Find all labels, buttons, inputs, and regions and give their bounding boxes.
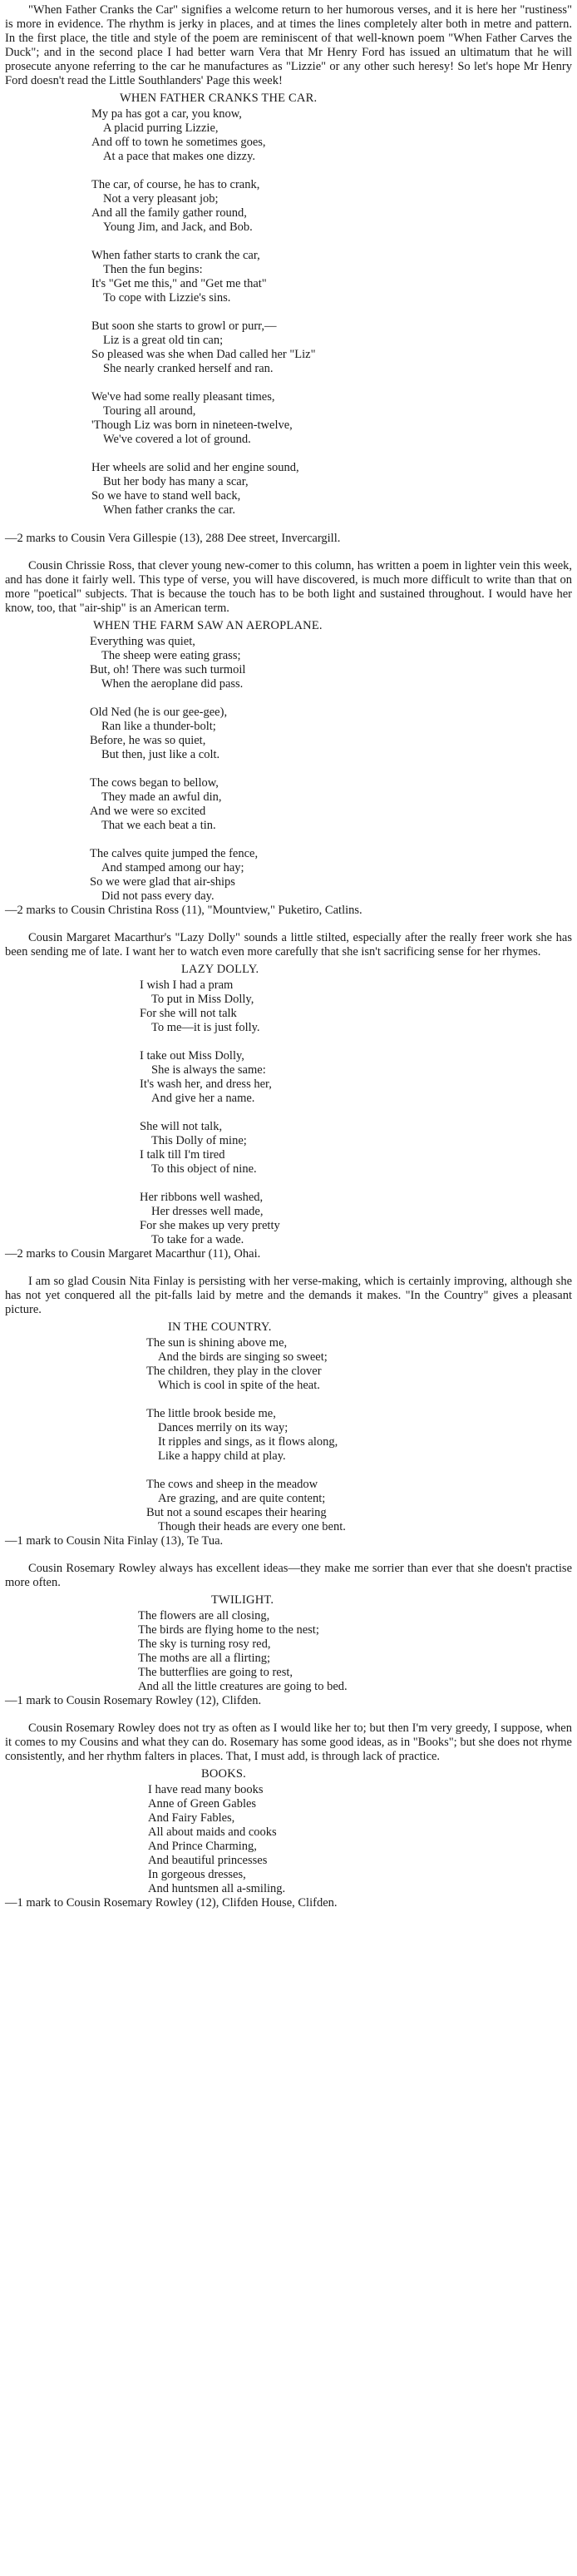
poem-line: But not a sound escapes their hearing [146,1506,327,1519]
poem-line: Then the fun begins: [103,263,203,276]
poem-line: And beautiful princesses [148,1854,268,1867]
poem-line: The sheep were eating grass; [101,649,241,662]
stanza [91,107,572,164]
editor-comment: Cousin Chrissie Ross, that clever young new-comer to this column, has written a poem in lighter vein this week, and has done it fairly well. This type of verse, you will have discovered, is much more difficult to write than that on more "poetical" subjects. That is because the touch has to be both light and sustained throughout. I would have her know, too, that "air-ship" is an American term. [5,559,572,615]
poem-line: To me—it is just folly. [151,1021,260,1034]
poem-line: Did not pass every day. [101,889,215,903]
stanza [91,390,572,447]
poem-line: Like a happy child at play. [158,1449,286,1463]
poem-line: When father starts to crank the car, [91,249,260,262]
poem-title: WHEN FATHER CRANKS THE CAR. [120,92,318,105]
poem-line: I talk till I'm tired [140,1148,225,1162]
poem-line: For she makes up very pretty [140,1219,280,1232]
poem-line: My pa has got a car, you know, [91,107,242,121]
editor-comment: I am so glad Cousin Nita Finlay is persisting with her verse-making, which is certainly improving, although she has not yet conquered all the pit-falls laid by metre and the demands it makes. "In the Country" gives a pleasant picture. [5,1275,572,1316]
poem-line: All about maids and cooks [148,1825,277,1839]
stanza [146,1336,572,1393]
poem-line: Her ribbons well washed, [140,1191,264,1204]
poem-line: But, oh! There was such turmoil [90,663,246,676]
poem-review-section [5,1562,572,1708]
poem-line: This Dolly of mine; [151,1134,247,1147]
marks-award: —2 marks to Cousin Vera Gillespie (13), 288 Dee street, Invercargill. [5,532,341,545]
poem-body [5,1336,572,1534]
poem-line: And huntsmen all a-smiling. [148,1882,286,1895]
poem-line: Dances merrily on its way; [158,1421,288,1434]
poem-line: The cows and sheep in the meadow [146,1478,318,1491]
stanza [91,249,572,305]
poem-line: Liz is a great old tin can; [103,334,224,347]
poem-line: And all the family gather round, [91,206,247,220]
poem-line: But soon she starts to growl or purr,— [91,320,277,333]
poem-line: To take for a wade. [151,1233,244,1246]
poem-line: To this object of nine. [151,1162,257,1176]
poem-line: We've covered a lot of ground. [103,433,251,446]
poem-line: It's "Get me this," and "Get me that" [91,277,267,290]
stanza [91,320,572,376]
poem-line: Touring all around, [103,404,196,418]
poem-line: In gorgeous dresses, [148,1868,246,1881]
poem-line: The little brook beside me, [146,1407,276,1420]
poem-review-section [5,559,572,918]
poem-line: And give her a name. [151,1092,255,1105]
poem-line: The moths are all a flirting; [138,1652,271,1665]
poem-line: The children, they play in the clover [146,1365,322,1378]
stanza [146,1478,572,1534]
poem-title: TWILIGHT. [211,1593,274,1607]
marks-award: —2 marks to Cousin Margaret Macarthur (11), Ohai. [5,1247,261,1261]
poem-line: When father cranks the car. [103,503,236,517]
poem-line: So we were glad that air-ships [90,875,235,889]
poem-title: WHEN THE FARM SAW AN AEROPLANE. [93,619,323,632]
marks-award: —1 mark to Cousin Rosemary Rowley (12), Clifden. [5,1694,262,1707]
poem-line: Old Ned (he is our gee-gee), [90,706,228,719]
stanza [138,1609,572,1694]
poem-title: BOOKS. [201,1767,246,1781]
stanza [90,635,572,691]
stanza [140,1049,572,1106]
poem-line: The sun is shining above me, [146,1336,288,1350]
poem-line: Young Jim, and Jack, and Bob. [103,220,253,234]
poem-line: But then, just like a colt. [101,748,220,761]
poem-line: I wish I had a pram [140,978,234,992]
poem-line: And off to town he sometimes goes, [91,136,266,149]
poem-line: That we each beat a tin. [101,819,216,832]
poem-line: And we were so excited [90,805,206,818]
poem-line: At a pace that makes one dizzy. [103,150,256,163]
poem-line: For she will not talk [140,1007,237,1020]
poem-line: Before, he was so quiet, [90,734,206,747]
poem-body [5,1783,572,1896]
poem-body [5,635,572,904]
poem-body [5,107,572,518]
stanza [140,1120,572,1177]
poem-line: The butterflies are going to rest, [138,1666,293,1679]
poem-line: So we have to stand well back, [91,489,241,503]
poem-line: And Prince Charming, [148,1840,257,1853]
stanza [90,776,572,833]
poem-line: The sky is turning rosy red, [138,1637,271,1651]
stanza [146,1407,572,1464]
poem-line: And stamped among our hay; [101,861,244,874]
poem-line: To put in Miss Dolly, [151,993,254,1006]
poem-line: Are grazing, and are quite content; [158,1492,326,1505]
marks-award: —2 marks to Cousin Christina Ross (11), "Mountview," Puketiro, Catlins. [5,904,362,917]
poem-line: The cows began to bellow, [90,776,219,790]
poem-line: Her wheels are solid and her engine sound, [91,461,299,474]
poem-line: They made an awful din, [101,790,222,804]
poem-line: And all the little creatures are going to bed. [138,1680,348,1693]
poem-title: LAZY DOLLY. [181,963,259,976]
poem-line: But her body has many a scar, [103,475,249,488]
stanza [90,847,572,904]
poem-title: IN THE COUNTRY. [168,1320,272,1334]
poem-review-section [5,1275,572,1548]
stanza [90,706,572,762]
poem-review-section [5,1721,572,1910]
poem-body [5,978,572,1247]
poem-line: She nearly cranked herself and ran. [103,362,274,375]
poem-line: She is always the same: [151,1063,266,1077]
poem-line: I take out Miss Dolly, [140,1049,244,1063]
stanza [91,461,572,518]
editor-comment: Cousin Rosemary Rowley always has excellent ideas—they make me sorrier than ever that she doesn't practise more often. [5,1562,572,1589]
editor-comment: Cousin Rosemary Rowley does not try as often as I would like her to; but then I'm very greedy, I suppose, when it comes to my Cousins and what they can do. Rosemary has some good ideas, as in "Books"; but she does not rhyme consistently, and her rhythm falters in places. That, I must add, is through lack of practice. [5,1721,572,1763]
editor-comment: "When Father Cranks the Car" signifies a welcome return to her humorous verses, and it is here her "rustiness" is more in evidence. The rhythm is jerky in places, and at times the lines completely alter both in metre and pattern. In the first place, the title and style of the poem are reminiscent of that well-known poem "When Father Carves the Duck"; and in the second place I had better warn Vera that Mr Henry Ford has issued an ultimatum that he will prosecute anyone referring to the car he manufactures as "Lizzie" or any other such heresy! So let's hope Mr Henry Ford doesn't read the Little Southlanders' Page this week! [5,3,572,87]
poem-line: Ran like a thunder-bolt; [101,720,216,733]
poem-line: The calves quite jumped the fence, [90,847,259,860]
poem-line: When the aeroplane did pass. [101,677,244,691]
poem-line: Though their heads are every one bent. [158,1520,346,1533]
poem-line: To cope with Lizzie's sins. [103,291,231,305]
stanza [91,178,572,235]
editor-comment: Cousin Margaret Macarthur's "Lazy Dolly" sounds a little stilted, especially after the really freer work she has been sending me of late. I want her to watch even more carefully that she isn't sacrificing sense for her rhymes. [5,931,572,959]
poem-review-section [5,931,572,1261]
poem-review-section [5,3,572,546]
stanza [140,978,572,1035]
poem-line: The flowers are all closing, [138,1609,270,1622]
poem-line: She will not talk, [140,1120,223,1133]
stanza [148,1783,572,1896]
poem-line: Everything was quiet, [90,635,195,648]
poem-line: I have read many books [148,1783,264,1796]
poem-line: So pleased was she when Dad called her "Liz" [91,348,316,361]
poem-line: We've had some really pleasant times, [91,390,275,404]
poem-line: Not a very pleasant job; [103,192,219,206]
poem-line: Anne of Green Gables [148,1797,257,1811]
marks-award: —1 mark to Cousin Rosemary Rowley (12), Clifden House, Clifden. [5,1896,338,1910]
poem-line: 'Though Liz was born in nineteen-twelve, [91,419,293,432]
poem-line: It ripples and sings, as it flows along, [158,1435,338,1449]
poem-line: Her dresses well made, [151,1205,264,1218]
poem-line: The car, of course, he has to crank, [91,178,260,191]
poem-line: And Fairy Fables, [148,1811,235,1825]
poem-line: It's wash her, and dress her, [140,1077,272,1091]
poem-line: A placid purring Lizzie, [103,121,219,135]
marks-award: —1 mark to Cousin Nita Finlay (13), Te Tua. [5,1534,224,1548]
stanza [140,1191,572,1247]
poem-body [5,1609,572,1694]
poem-line: The birds are flying home to the nest; [138,1623,319,1637]
poem-line: And the birds are singing so sweet; [158,1350,328,1364]
poem-line: Which is cool in spite of the heat. [158,1379,320,1392]
